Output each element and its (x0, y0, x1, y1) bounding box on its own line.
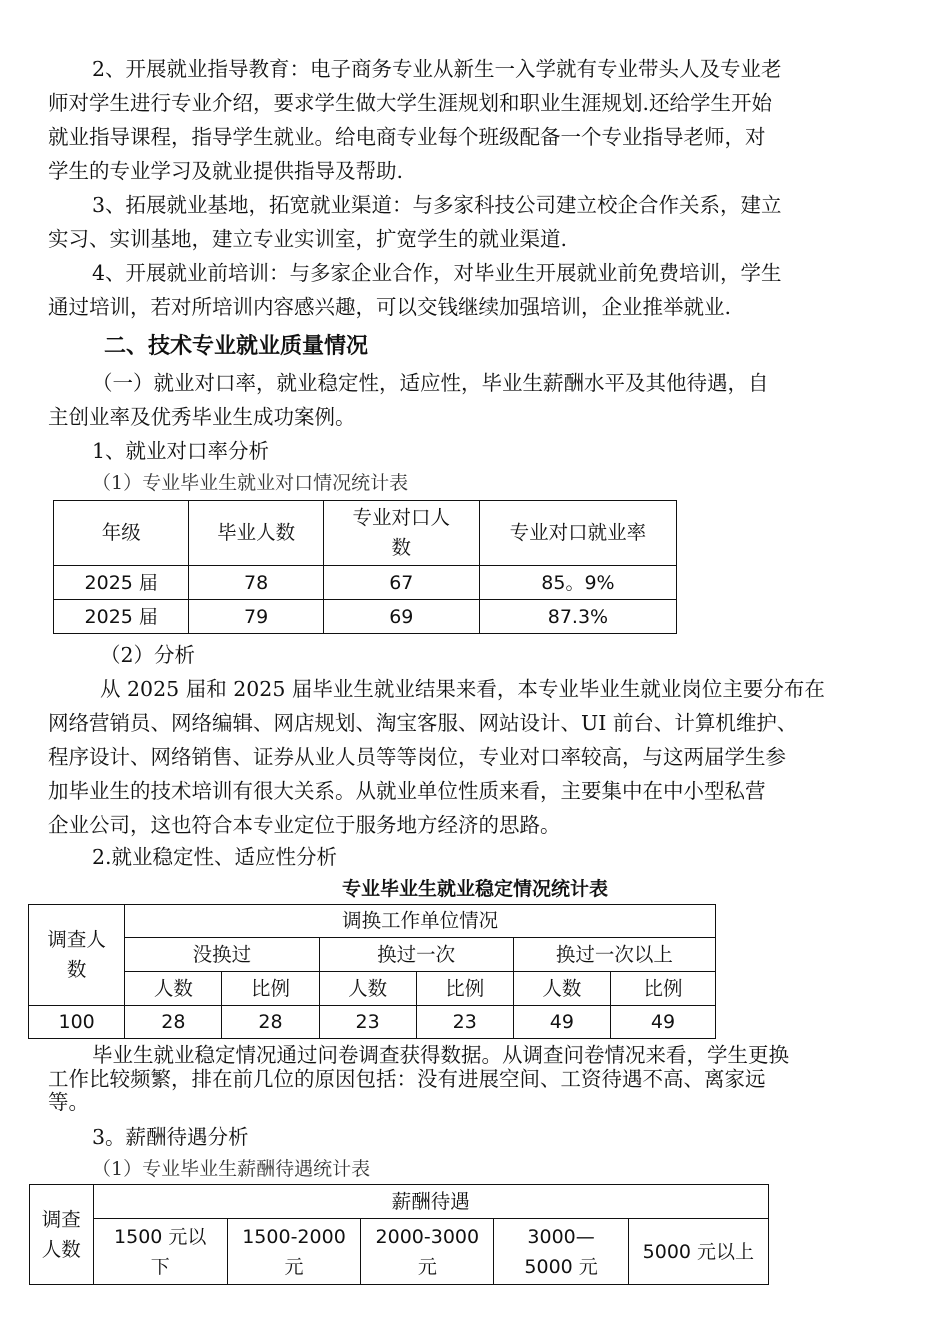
t2-sub-once: 换过一次 (319, 938, 513, 972)
t1-r2-matched: 69 (323, 600, 479, 634)
t2-never-count: 28 (125, 1006, 222, 1039)
section-heading: 二、技术专业就业质量情况 (104, 334, 369, 359)
t3-range-1-line1: 1500 元以 (114, 1225, 207, 1248)
t1-header-graduates: 毕业人数 (189, 501, 323, 566)
para4-line2: 通过培训，若对所培训内容感兴趣，可以交钱继续加强培训，企业推举就业. (48, 295, 732, 319)
t3-range-3-line2: 元 (417, 1255, 437, 1278)
t2-col-ratio: 比例 (610, 972, 715, 1006)
stability-line3: 等。 (48, 1090, 89, 1114)
t1-header-matched-line2: 数 (391, 536, 412, 559)
table-row (54, 600, 677, 634)
t3-range-3-line1: 2000-3000 (375, 1225, 480, 1248)
t2-sub-more: 换过一次以上 (513, 938, 715, 972)
t2-once-count: 23 (319, 1006, 416, 1039)
t3-header-survey-line2: 人数 (41, 1237, 81, 1261)
t2-col-count: 人数 (319, 972, 416, 1006)
t1-r1-rate: 85。9% (479, 566, 676, 600)
t3-header-survey-line1: 调查 (41, 1207, 81, 1231)
para4-line1: 4、开展就业前培训：与多家企业合作，对毕业生开展就业前免费培训，学生 (92, 261, 782, 285)
t3-range-5: 5000 元以上 (628, 1219, 768, 1285)
t3-range-2-line1: 1500-2000 (242, 1225, 346, 1248)
para2-line4: 学生的专业学习及就业提供指导及帮助. (48, 159, 404, 183)
salary-table (29, 1184, 769, 1285)
item2-title: 2.就业稳定性、适应性分析 (92, 845, 338, 869)
t1-r2-graduates: 79 (189, 600, 323, 634)
t2-once-ratio: 23 (416, 1006, 513, 1039)
t2-sub-never: 没换过 (125, 938, 319, 972)
t1-r1-matched: 67 (323, 566, 479, 600)
t1-r2-grade: 2025 届 (54, 600, 189, 634)
t2-col-ratio: 比例 (416, 972, 513, 1006)
para3-line2: 实习、实训基地，建立专业实训室，扩宽学生的就业渠道. (48, 227, 568, 251)
t2-more-count: 49 (513, 1006, 610, 1039)
item1-title: 1、就业对口率分析 (92, 439, 270, 463)
t3-range-3 (361, 1219, 494, 1285)
para3-line1: 3、拓展就业基地，拓宽就业渠道：与多家科技公司建立校企合作关系，建立 (92, 193, 782, 217)
t2-header-survey-line2: 数 (66, 958, 87, 981)
t2-never-ratio: 28 (222, 1006, 319, 1039)
item3-title: 3。薪酬待遇分析 (92, 1125, 249, 1149)
analysis-label: （2）分析 (100, 643, 196, 667)
t1-header-matched (323, 501, 479, 566)
t1-header-rate: 专业对口就业率 (479, 501, 676, 566)
para2-line1: 2、开展就业指导教育：电子商务专业从新生一入学就有专业带头人及专业老 (92, 57, 782, 81)
analysis-line5: 企业公司，这也符合本专业定位于服务地方经济的思路。 (48, 813, 561, 837)
t1-r1-grade: 2025 届 (54, 566, 189, 600)
t3-header-survey (30, 1185, 94, 1285)
analysis-line3: 程序设计、网络销售、证券从业人员等等岗位，专业对口率较高，与这两届学生参 (48, 745, 786, 769)
analysis-line1: 从 2025 届和 2025 届毕业生就业结果来看，本专业毕业生就业岗位主要分布在 (100, 677, 825, 701)
analysis-line4: 加毕业生的技术培训有很大关系。从就业单位性质来看，主要集中在中小型私营 (48, 779, 766, 803)
t2-header-survey (29, 905, 125, 1006)
t2-header-group: 调换工作单位情况 (125, 905, 716, 938)
t2-col-ratio: 比例 (222, 972, 319, 1006)
table1-caption: （1）专业毕业生就业对口情况统计表 (92, 472, 409, 494)
t3-range-4-line1: 3000— (527, 1225, 595, 1248)
sub1-line2: 主创业率及优秀毕业生成功案例。 (48, 405, 356, 429)
t3-range-4 (494, 1219, 628, 1285)
employment-match-table (53, 500, 677, 634)
t3-range-4-line2: 5000 元 (524, 1255, 598, 1278)
t3-range-1 (93, 1219, 227, 1285)
t1-r1-graduates: 78 (189, 566, 323, 600)
table2-title: 专业毕业生就业稳定情况统计表 (341, 878, 608, 900)
sub1-line1: （一）就业对口率，就业稳定性，适应性，毕业生薪酬水平及其他待遇，自 (92, 371, 769, 395)
employment-stability-table (28, 904, 716, 1039)
t2-col-count: 人数 (125, 972, 222, 1006)
t2-more-ratio: 49 (610, 1006, 715, 1039)
t3-header-group: 薪酬待遇 (93, 1185, 768, 1219)
stability-line1: 毕业生就业稳定情况通过问卷调查获得数据。从调查问卷情况来看，学生更换 (92, 1043, 789, 1067)
t1-header-matched-line1: 专业对口人 (352, 506, 451, 529)
t3-range-1-line2: 下 (150, 1255, 170, 1278)
para2-line2: 师对学生进行专业介绍，要求学生做大学生涯规划和职业生涯规划.还给学生开始 (48, 91, 773, 115)
table-row (29, 1006, 716, 1039)
analysis-line2: 网络营销员、网络编辑、网店规划、淘宝客服、网站设计、UI 前台、计算机维护、 (48, 711, 798, 735)
t2-survey-count: 100 (29, 1006, 125, 1039)
t3-range-2-line2: 元 (284, 1255, 304, 1278)
t2-header-survey-line1: 调查人 (47, 928, 106, 951)
t1-header-grade: 年级 (54, 501, 189, 566)
table3-caption: （1）专业毕业生薪酬待遇统计表 (92, 1158, 371, 1180)
t1-r2-rate: 87.3% (479, 600, 676, 634)
t3-range-2 (227, 1219, 360, 1285)
t2-col-count: 人数 (513, 972, 610, 1006)
para2-line3: 就业指导课程，指导学生就业。给电商专业每个班级配备一个专业指导老师，对 (48, 125, 766, 149)
table-row (54, 566, 677, 600)
stability-line2: 工作比较频繁，排在前几位的原因包括：没有进展空间、工资待遇不高、离家远 (48, 1067, 766, 1091)
